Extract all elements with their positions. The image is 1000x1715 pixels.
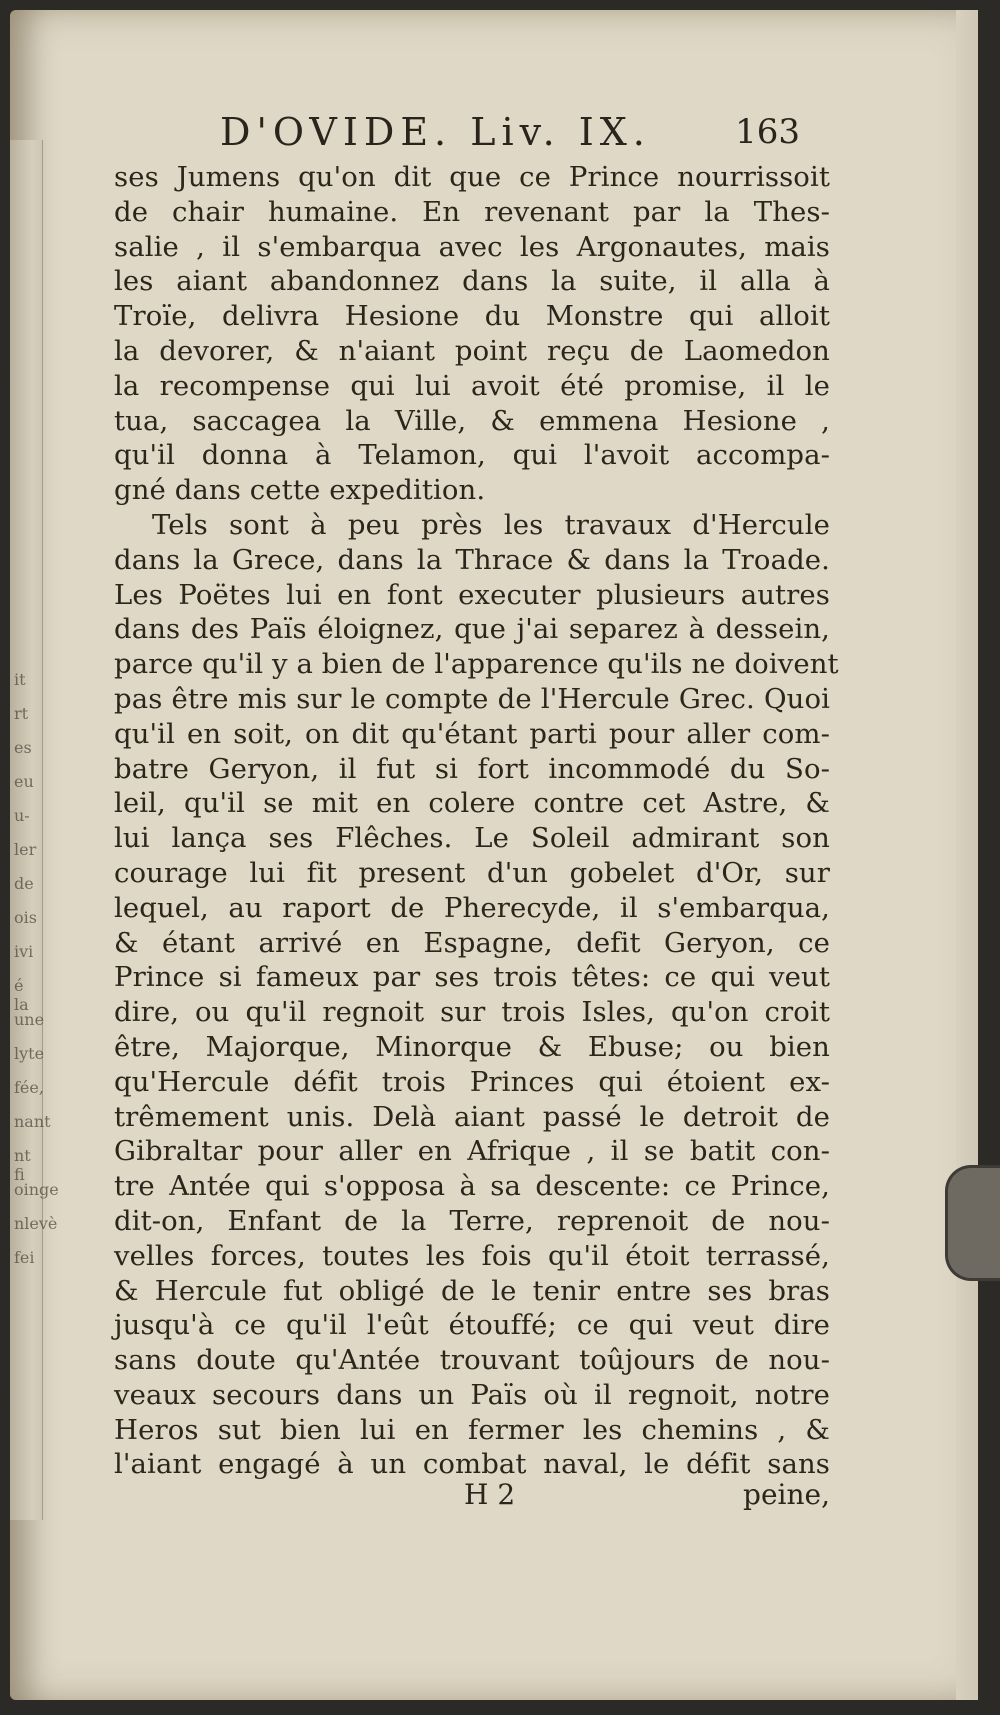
text-line: qu'il donna à Telamon, qui l'avoit accompa- (114, 439, 830, 472)
text-line: & Hercule fut obligé de le tenir entre ses bras (114, 1274, 830, 1307)
text-line: l'aiant engagé à un combat naval, le défit sans (114, 1448, 830, 1481)
facing-page-fragment: oinge (14, 1180, 59, 1199)
text-line: lequel, au raport de Pherecyde, il s'embarqua, (114, 891, 830, 924)
text-line: jusqu'à ce qu'il l'eût étouffé; ce qui veut dire (114, 1309, 830, 1342)
page-clip (945, 1165, 1000, 1281)
text-line: Gibraltar pour aller en Afrique , il se batit con- (114, 1135, 830, 1168)
previous-page-edge (10, 140, 59, 1520)
page-header (220, 110, 800, 156)
page-number: 163 (735, 112, 800, 152)
text-line: ses Jumens qu'on dit que ce Prince nourrissoit (114, 161, 830, 193)
text-line: la devorer, & n'aiant point reçu de Laomedon (114, 334, 830, 367)
text-line: être, Majorque, Minorque & Ebuse; ou bien (114, 1030, 830, 1063)
facing-page-fragment: fée, (14, 1078, 44, 1097)
text-line: courage lui fit present d'un gobelet d'Or, sur (114, 856, 830, 889)
facing-page-fragment: é la (14, 976, 29, 1014)
facing-page-fragment: nt fi (14, 1146, 31, 1184)
facing-page-fragment: eu (14, 772, 34, 791)
text-line: & étant arrivé en Espagne, defit Geryon, ce (114, 926, 830, 959)
facing-page-fragment: es (14, 738, 32, 757)
catchword: peine, (743, 1478, 830, 1511)
text-line: dans des Païs éloignez, que j'ai separez à dessein, (114, 613, 830, 646)
text-line: lui lança ses Flêches. Le Soleil admirant son (114, 822, 830, 855)
facing-page-fragment: de (14, 874, 34, 893)
facing-page-fragment: rt (14, 704, 29, 723)
text-line: Les Poëtes lui en font executer plusieurs autres (114, 578, 830, 611)
facing-page-fragment: fei (14, 1248, 35, 1267)
text-line: Troïe, delivra Hesione du Monstre qui alloit (114, 300, 830, 333)
text-line: leil, qu'il se mit en colere contre cet Astre, & (114, 787, 830, 820)
running-title: D'OVIDE. Liv. IX. (220, 110, 651, 154)
text-line: gné dans cette expedition. (114, 474, 486, 507)
text-line: qu'il en soit, on dit qu'étant parti pour aller com- (114, 717, 830, 750)
facing-page-fragment: lyte (14, 1044, 45, 1063)
facing-page-fragment: ler (14, 840, 37, 859)
text-line: dire, ou qu'il regnoit sur trois Isles, qu'on croit (114, 996, 830, 1029)
facing-page-fragment: nant (14, 1112, 51, 1131)
text-line: salie , il s'embarqua avec les Argonautes, mais (114, 230, 830, 263)
text-line: tua, saccagea la Ville, & emmena Hesione , (114, 404, 830, 437)
text-line: dit-on, Enfant de la Terre, reprenoit de nou- (114, 1204, 830, 1237)
text-line: de chair humaine. En revenant par la Thes- (114, 195, 830, 228)
text-line: trêmement unis. Delà aiant passé le detroit de (114, 1100, 830, 1133)
facing-page-fragment: nlevè (14, 1214, 58, 1233)
text-line: qu'Hercule défit trois Princes qui étoient ex- (114, 1065, 830, 1098)
text-line: pas être mis sur le compte de l'Hercule Grec. Quoi (114, 682, 830, 715)
text-line: dans la Grece, dans la Thrace & dans la Troade. (114, 543, 830, 576)
text-line: Prince si fameux par ses trois têtes: ce qui veut (114, 961, 830, 994)
facing-page-fragment: u- (14, 806, 30, 825)
page-right-edge (956, 10, 978, 1700)
text-line: tre Antée qui s'opposa à sa descente: ce Prince, (114, 1170, 830, 1203)
text-line: velles forces, toutes les fois qu'il étoit terrassé, (114, 1239, 830, 1272)
body-text (114, 160, 839, 1482)
text-line: sans doute qu'Antée trouvant toûjours de nou- (114, 1344, 830, 1377)
facing-page-fragment: ois (14, 908, 37, 927)
text-line: les aiant abandonnez dans la suite, il alla à (114, 265, 830, 298)
text-line: batre Geryon, il fut si fort incommodé du So- (114, 752, 830, 785)
text-line: veaux secours dans un Païs où il regnoit, notre (114, 1378, 830, 1411)
text-line: parce qu'il y a bien de l'apparence qu'ils ne doivent (114, 648, 839, 681)
facing-page-fragment: it (14, 670, 26, 689)
text-line: Heros sut bien lui en fermer les chemins , & (114, 1413, 830, 1446)
facing-page-fragment: une (14, 1010, 45, 1029)
text-line: Tels sont à peu près les travaux d'Hercule (152, 508, 830, 541)
facing-page-fragment: ivi (14, 942, 34, 961)
page-footer (114, 1478, 830, 1518)
text-line: la recompense qui lui avoit été promise, il le (114, 369, 830, 402)
signature-mark: H 2 (464, 1478, 516, 1511)
